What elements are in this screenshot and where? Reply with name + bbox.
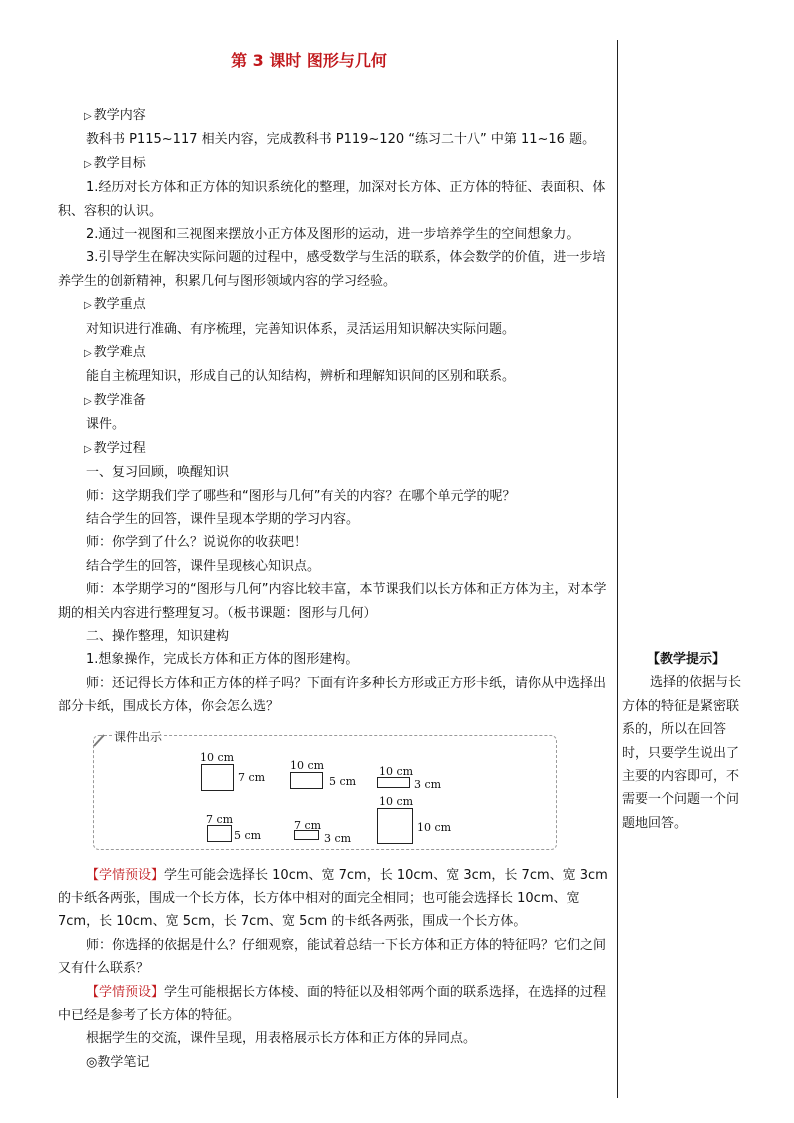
card-height-label: 7 cm bbox=[238, 771, 266, 784]
card-width-label: 7 cm bbox=[206, 813, 234, 826]
heading-difficult bbox=[58, 341, 613, 365]
heading-text: 教学目标 bbox=[93, 155, 146, 171]
goal-1: 1.经历对长方体和正方体的知识系统化的整理，加深对长方体、正方体的特征、表面积、体积、容积的认识。 bbox=[58, 180, 606, 219]
heading-content bbox=[58, 104, 613, 128]
paragraph-text: 学生可能会选择长 10cm、宽 7cm，长 10cm、宽 3cm，长 7cm、宽 3cm 的卡纸各两张，围成一个长方体，长方体中相对的面完全相同；也可能会选择长 10cm、宽 7cm，长 10cm、宽 5cm，长 7cm、宽 5cm 的卡纸各两张，围成一个长方体。 bbox=[58, 867, 608, 930]
paragraph bbox=[58, 981, 613, 1028]
teaching-tip bbox=[622, 648, 750, 835]
paragraph: 对知识进行准确、有序梳理，完善知识体系，灵活运用知识解决实际问题。 bbox=[86, 321, 516, 337]
card-10x7 bbox=[201, 764, 234, 791]
heading-prep bbox=[58, 389, 613, 413]
heading-text: 教学难点 bbox=[93, 345, 146, 361]
heading-text: 教学过程 bbox=[93, 440, 146, 456]
triangle-bullet-icon: ▷ bbox=[84, 443, 92, 455]
paragraph: 课件。 bbox=[86, 417, 126, 433]
card-height-label: 5 cm bbox=[329, 775, 357, 788]
heading-text: 教学准备 bbox=[93, 392, 146, 408]
paragraph: 师：这学期我们学了哪些和“图形与几何”有关的内容？在哪个单元学的呢？ bbox=[86, 488, 516, 504]
goal-3: 3.引导学生在解决实际问题的过程中，感受数学与生活的联系，体会数学的价值，进一步培养学生的创新精神，积累几何与图形领域内容的学习经验。 bbox=[58, 250, 606, 289]
heading-goal bbox=[58, 152, 613, 176]
page-title: 第 3 课时 图形与几何 bbox=[231, 51, 387, 70]
card-height-label: 10 cm bbox=[417, 821, 452, 834]
presupp-label: 【学情预设】 bbox=[86, 984, 165, 1000]
card-width-label: 10 cm bbox=[379, 795, 414, 808]
paragraph: 根据学生的交流，课件呈现，用表格展示长方体和正方体的异同点。 bbox=[86, 1031, 477, 1047]
card-height-label: 5 cm bbox=[234, 829, 262, 842]
paragraph: 师：本学期学习的“图形与几何”内容比较丰富，本节课我们以长方体和正方体为主，对本学期的相关内容进行整理复习。（板书课题：图形与几何） bbox=[58, 582, 607, 621]
main-content bbox=[58, 104, 613, 1074]
paragraph: 师：你学到了什么？说说你的收获吧！ bbox=[86, 535, 308, 551]
part1-heading: 一、复习回顾，唤醒知识 bbox=[86, 465, 230, 481]
paragraph: 1.想象操作，完成长方体和正方体的图形建构。 bbox=[86, 652, 359, 668]
tip-title: 【教学提示】 bbox=[646, 652, 725, 667]
heading-key bbox=[58, 293, 613, 317]
card-width-label: 10 cm bbox=[379, 765, 414, 778]
card-10x3 bbox=[377, 777, 410, 788]
card-10x5 bbox=[290, 772, 323, 789]
paragraph: 师：还记得长方体和正方体的样子吗？下面有许多种长方形或正方形卡纸，请你从中选择出部分卡纸，围成长方体，你会怎么选？ bbox=[58, 675, 607, 715]
paragraph: 师：你选择的依据是什么？仔细观察，能试着总结一下长方体和正方体的特征吗？它们之间又有什么联系？ bbox=[58, 937, 607, 977]
card-height-label: 3 cm bbox=[414, 778, 442, 791]
presupp-label: 【学情预设】 bbox=[86, 867, 165, 883]
heading-process bbox=[58, 437, 613, 461]
pen-icon bbox=[92, 732, 108, 748]
card-width-label: 10 cm bbox=[290, 759, 325, 772]
paragraph: 能自主梳理知识，形成自己的认知结构，辨析和理解知识间的区别和联系。 bbox=[86, 369, 516, 385]
card-width-label: 10 cm bbox=[200, 751, 235, 764]
triangle-bullet-icon: ▷ bbox=[84, 158, 92, 170]
part2-heading: 二、操作整理，知识建构 bbox=[86, 628, 230, 644]
column-divider bbox=[617, 40, 618, 1098]
triangle-bullet-icon: ▷ bbox=[84, 395, 92, 407]
card-10x10 bbox=[377, 808, 413, 844]
paragraph: 结合学生的回答，课件呈现核心知识点。 bbox=[86, 558, 321, 574]
paragraph-text: 学生可能根据长方体棱、面的特征以及相邻两个面的联系选择，在选择的过程中已经是参考了长方体的特征。 bbox=[58, 984, 607, 1023]
card-7x5 bbox=[207, 825, 232, 842]
notes-heading: ◎教学笔记 bbox=[86, 1054, 150, 1070]
paragraph: 教科书 P115~117 相关内容，完成教科书 P119~120 “练习二十八” 中第 11~16 题。 bbox=[86, 132, 596, 148]
tip-body: 选择的依据与长方体的特征是紧密联系的，所以在回答时，只要学生说出了主要的内容即可，不需要一个问题一个问题地回答。 bbox=[622, 675, 742, 831]
heading-text: 教学重点 bbox=[93, 297, 146, 313]
paragraph bbox=[58, 864, 613, 934]
triangle-bullet-icon: ▷ bbox=[84, 300, 92, 312]
courseware-label: 课件出示 bbox=[114, 730, 163, 744]
paragraph: 结合学生的回答，课件呈现本学期的学习内容。 bbox=[86, 511, 360, 527]
card-width-label: 7 cm bbox=[294, 819, 322, 832]
triangle-bullet-icon: ▷ bbox=[84, 111, 92, 122]
courseware-panel bbox=[93, 730, 557, 850]
heading-text: 教学内容 bbox=[93, 108, 146, 123]
triangle-bullet-icon: ▷ bbox=[84, 348, 92, 360]
goal-2: 2.通过一视图和三视图来摆放小正方体及图形的运动，进一步培养学生的空间想象力。 bbox=[86, 227, 580, 243]
card-height-label: 3 cm bbox=[324, 832, 352, 845]
